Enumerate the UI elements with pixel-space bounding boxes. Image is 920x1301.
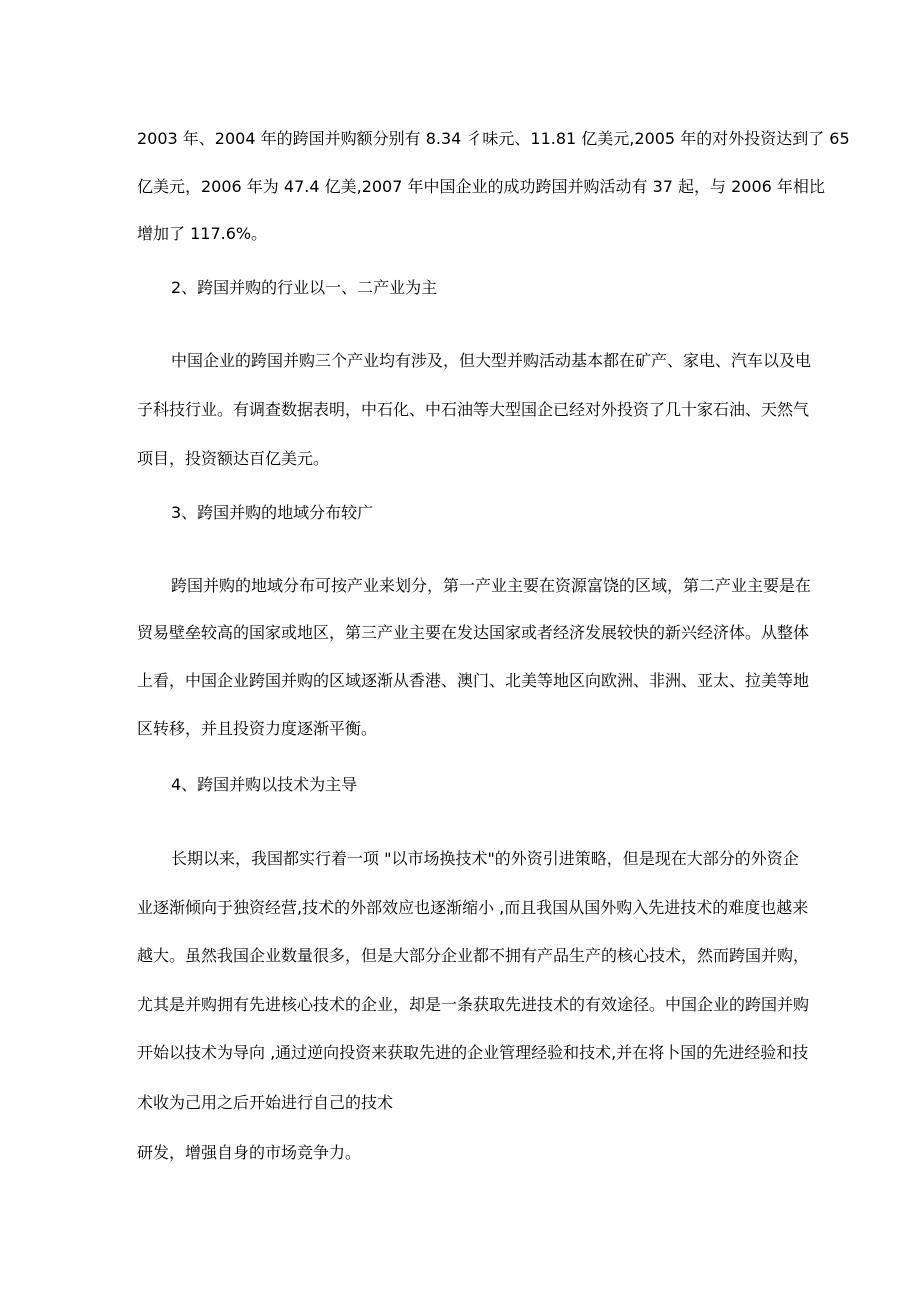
paragraph-line: 开始以技术为导向 ,通过逆向投资来获取先进的企业管理经验和技术,并在将卜国的先进经验和技 — [137, 1043, 809, 1062]
paragraph-line: 中国企业的跨国并购三个产业均有涉及，但大型并购活动基本都在矿产、家电、汽车以及电 — [171, 351, 812, 370]
paragraph-line: 区转移，并且投资力度逐渐平衡。 — [137, 719, 378, 738]
section-heading-4: 4、跨国并购以技术为主导 — [171, 775, 358, 794]
section-heading-3: 3、跨国并购的地域分布较广 — [171, 503, 374, 522]
paragraph-line: 增加了 117.6%。 — [137, 224, 268, 243]
paragraph-line: 术收为己用之后开始进行自己的技术 — [137, 1093, 394, 1112]
section-heading-2: 2、跨国并购的行业以一、二产业为主 — [171, 278, 438, 297]
paragraph-line: 上看，中国企业跨国并购的区域逐渐从香港、澳门、北美等地区向欧洲、非洲、亚太、拉美等地 — [137, 671, 810, 690]
paragraph-line: 亿美元，2006 年为 47.4 亿美,2007 年中国企业的成功跨国并购活动有 37 起，与 2006 年相比 — [137, 177, 825, 196]
paragraph-line: 长期以来，我国都实行着一项 "以市场换技术"的外资引进策略，但是现在大部分的外资企 — [171, 849, 799, 868]
paragraph-line: 尤其是并购拥有先进核心技术的企业，却是一条获取先进技术的有效途径。中国企业的跨国并购 — [137, 995, 810, 1014]
paragraph-line: 研发，增强自身的市场竞争力。 — [137, 1143, 362, 1162]
paragraph-line: 业逐渐倾向于独资经营,技术的外部效应也逐渐缩小 ,而且我国从国外购入先进技术的难度也越来 — [137, 898, 809, 917]
paragraph-line: 2003 年、2004 年的跨国并购额分别有 8.34 彳味元、11.81 亿美元,2005 年的对外投资达到了 65 — [137, 129, 850, 148]
paragraph-line: 项目，投资额达百亿美元。 — [137, 449, 330, 468]
paragraph-line: 跨国并购的地域分布可按产业来划分，第一产业主要在资源富饶的区域，第二产业主要是在 — [171, 576, 812, 595]
paragraph-line: 越大。虽然我国企业数量很多，但是大部分企业都不拥有产品生产的核心技术，然而跨国并购， — [137, 946, 810, 965]
paragraph-line: 贸易壁垒较高的国家或地区，第三产业主要在发达国家或者经济发展较快的新兴经济体。从整体 — [137, 623, 810, 642]
paragraph-line: 子科技行业。有调查数据表明，中石化、中石油等大型国企已经对外投资了几十家石油、天然气 — [137, 400, 810, 419]
